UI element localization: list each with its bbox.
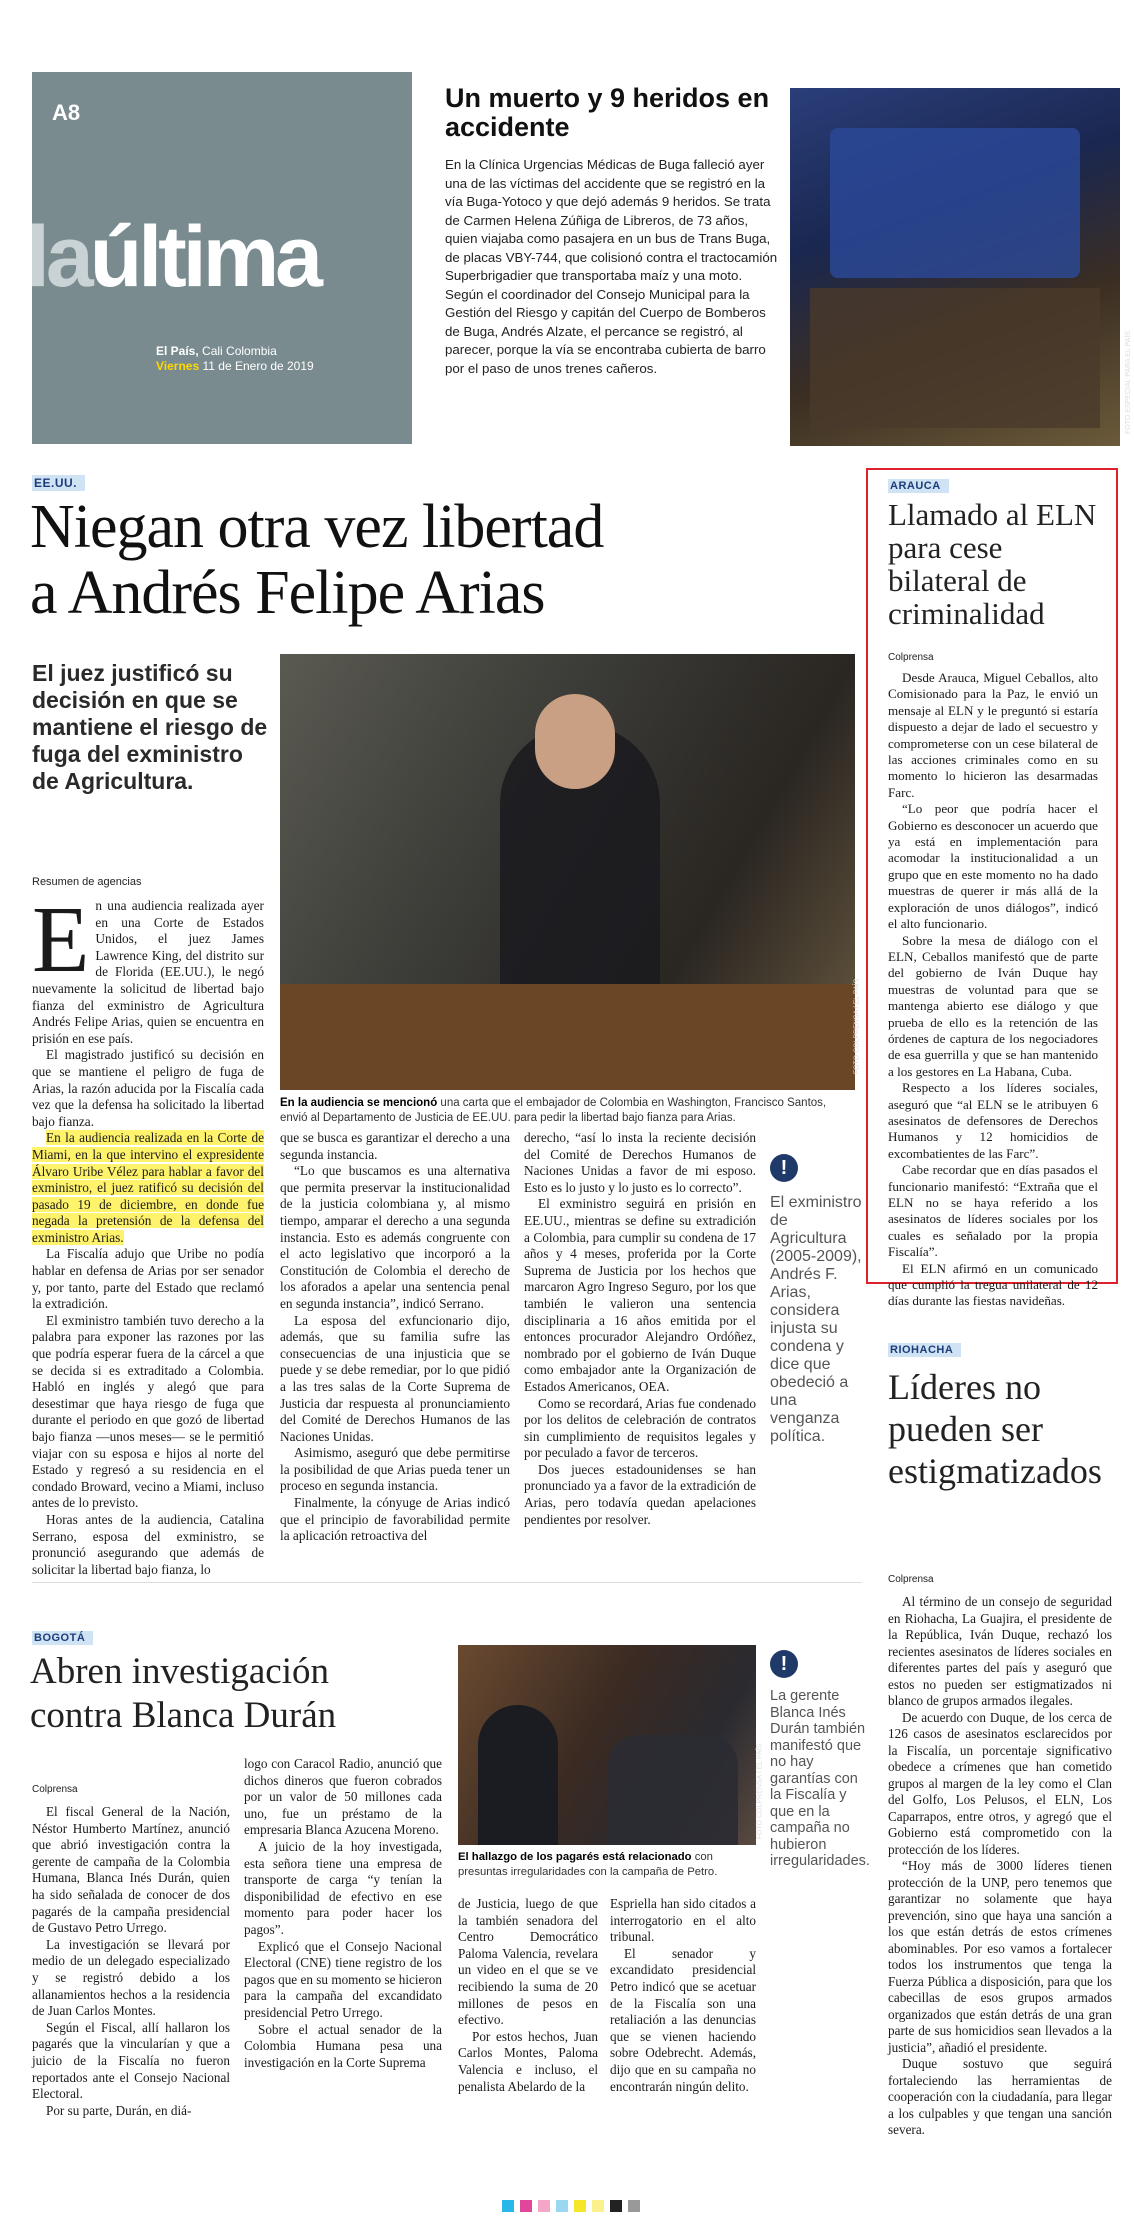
arias-headline-line1: Niegan otra vez libertad [30,493,604,561]
arias-c3p1: derecho, “así lo insta la reciente decisión del Comité de Derechos Humanos de Naciones Unidas a favor de mi esposo. Esto es lo justo y lo justo es lo correcto”. [524,1130,756,1195]
arias-headline [30,494,603,626]
arias-sidenote: El exministro de Agricultura (2005-2009), Andrés F. Arias, considera injusta su condena y dice que obedeció a una venganza política. [770,1194,862,1445]
lideres-tag: RIOHACHA [888,1343,961,1357]
section-header [26,72,412,444]
duran-c3p1: de Justicia, luego de que la también senadora del Centro Democrático Paloma Valencia, revelara un video en el que se ve recibiendo la suma de 20 millones de pesos en efectivo. [458,1896,598,2028]
lideres-headline: Líderes no pueden ser estigmatizados [888,1367,1102,1491]
duran-c1p1: El fiscal General de la Nación, Néstor Humberto Martínez, anunció que abrió investigación contra la gerente de campaña de la Colombia Humana, Blanca Inés Durán, quien ha sido señalada de conocer de dos pagarés de la campaña presidencial de Gustavo Petro Urrego. [32,1804,230,1936]
duran-c4p2: El senador y excandidato presidencial Petro indicó que se acetuar de la Fiscalía son una retaliación a las denuncias que se vienen haciendo sobre Odebrecht. Además, dijo que en su campaña no encontrarán ningún delito. [610,1945,756,2094]
duran-c1p2: La investigación se llevará por medio de un delegado especializado y se registró debido a los allanamientos hechos a la residencia de Juan Carlos Montes. [32,1936,230,2019]
arias-p2: El magistrado justificó su decisión en que se mantiene el peligro de fuga de Arias, la razón aducida por la Fiscalía cada vez que la defensa ha solicitado la libertad bajo fianza. [32,1047,264,1129]
duran-alert-icon: ! [770,1650,798,1678]
section-name [26,209,319,305]
speaker-silhouette [478,1705,558,1845]
arias-c2p2: “Lo que buscamos es una alternativa que permita preservar la institucionalidad de la justicia colombiana y, al mismo tiempo, amparar el derecho a una segunda instancia. Esto es además congruente con el acto legislativo que incorporó a la Constitución de Colombia el derecho de los aforados a apelar una sentencia penal en segunda instancia”, indicó Serrano. [280,1163,510,1311]
arias-tag-wrap [32,474,85,492]
arias-p1: n una audiencia realizada ayer en una Corte de Estados Unidos, el juez James Lawrence King, del distrito sur de Florida (EE.UU.), le negó nuevamente la solicitud de libertad bajo fianza del exministro de Agricultura Andrés Felipe Arias, quien se encuentra en prisión en ese país. [32,898,264,1046]
duran-caption-text: con presuntas irregularidades con la campaña de Petro. [458,1851,718,1878]
eln-p2: “Lo peor que podría hacer el Gobierno es desconocer un acuerdo que ya está en implementación para acomodar la institucionalidad a un grupo que en este momento no ha dado muestras de querer ir más allá de la exploración de unos diálogos”, indicó el alto funcionario. [888,801,1098,932]
color-registration-bar [502,2200,640,2214]
duran-caption-lead: El hallazgo de los pagarés está relacionado [458,1851,692,1863]
duran-c2p2: A juicio de la hoy investigada, esta señora tiene una empresa de transporte de carga “y tenían la disponibilidad de efectivo en ese momento para poder hacer los pagos”. [244,1838,442,1937]
arias-c2p4: Asimismo, aseguró que debe permitirse la posibilidad de que Arias pueda tener un proceso en segunda instancia. [280,1445,510,1494]
arias-col3 [524,1130,756,1528]
duran-headline [30,1650,336,1738]
duran-caption [458,1850,756,1879]
duran-c1p3: Según el Fiscal, allí hallaron los pagarés que la vincularían y que a juicio de la Fiscalía no fueron reportados ante el Consejo Nacional Electoral. [32,2019,230,2102]
eln-tag: ARAUCA [888,479,949,493]
arias-caption-text: una carta que el embajador de Colombia en Washington, Francisco Santos, envió al Departamento de Justicia de EE.UU. para pedir la libertad bajo fianza para Arias. [280,1097,827,1124]
lideres-p1: Al término de un consejo de seguridad en Riohacha, La Guajira, el presidente de la República, Iván Duque, rechazó los recientes asesinatos de líderes sociales en diferentes partes del país y aseguró que estos no pueden ser estigmatizados ni blanco de grupos armados ilegales. [888,1594,1112,1708]
section-name-main: última [89,209,319,305]
eln-p6: El ELN afirmó en un comunicado que cumplió la tregua unilateral de 12 días durante las fiestas navideñas. [888,1260,1098,1309]
duran-byline: Colprensa [32,1784,78,1795]
arias-c2p5: Finalmente, la cónyuge de Arias indicó que el principio de favorabilidad permite la aplicación retroactiva del [280,1495,510,1544]
duran-sidenote: La gerente Blanca Inés Durán también manifestó que no hay garantías con la Fiscalía y que en la campaña no hubieron irregularidades. [770,1688,870,1869]
weekday: Viernes [156,359,200,373]
arias-c3p2: El exministro seguirá en prisión en EE.UU., mientras se define su extradición a Colombia, para cumplir su condena de 17 años y 4 meses, proferida por la Corte Suprema de Justicia por los hechos que marcaron Agro Ingreso Seguro, por los que también le valieron una sentencia disciplinaria a 16 años emitida por el entonces procurador Alejandro Ordóñez, nombrado por el gobierno de Iván Duque como embajador ante la Organización de Estados Americanos, OEA. [524,1196,756,1394]
arias-alert-icon: ! [770,1154,798,1182]
duran-headline-line2: contra Blanca Durán [30,1695,337,1736]
arias-col1 [32,888,264,1578]
arias-c2p3: La esposa del exfuncionario dijo, además, que su familia sufre las consecuencias de una injusticia que se puede y se debe remediar, por lo que pidió a las tres salas de la Corte Suprema de Justicia dar respuesta al pronunciamiento del Comité de Derechos Humanos de las Naciones Unidas. [280,1312,510,1444]
eln-byline: Colprensa [888,652,934,663]
arias-p3-highlight: En la audiencia realizada en la Corte de Miami, en la que intervino el expresidente Álvaro Uribe Vélez para hablar a favor del exministro, el juez ratificó su decisión del pasado 19 de diciembre, en donde fue negada la pretensión de la defensa del exministro Arias. [32,1130,264,1245]
lideres-tag-wrap [888,1340,961,1358]
duran-c2p4: Sobre el actual senador de la Colombia Humana pesa una investigación en la Corte Suprema [244,2021,442,2070]
eln-headline: Llamado al ELN para cese bilateral de criminalidad [888,497,1097,631]
reg-light-magenta [538,2200,550,2212]
duran-c3p2: Por estos hechos, Juan Carlos Montes, Paloma Valencia e incluso, el penalista Abelardo de la [458,2028,598,2094]
accident-photo-credit: FOTO ESPECIAL PARA EL PAÍS [1125,331,1133,434]
eln-tag-wrap [888,476,949,494]
duran-photo-credit: FOTO COLPRENSA / EL PAÍS [756,1743,764,1840]
arias-photo [280,654,861,1090]
duran-c2p1: logo con Caracol Radio, anunció que dichos dineros que fueron cobrados por un valor de 50 millones cada uno, fue un préstamo de la empresaria Blanca Azucena Moreno. [244,1756,442,1838]
arias-c2p1: que se busca es garantizar el derecho a una segunda instancia. [280,1130,510,1162]
section-divider [32,1582,862,1583]
eln-p1: Desde Arauca, Miguel Ceballos, alto Comisionado para la Paz, le envió un mensaje al ELN y le preguntó si estaría dispuesto a dejar de lado el secuestro y comprometerse con un cese bilateral de las acciones criminales como en su momento lo hicieron las desarmadas Farc. [888,670,1098,800]
arias-col2 [280,1130,510,1545]
reg-magenta [520,2200,532,2212]
reg-light-cyan [556,2200,568,2212]
city: Cali Colombia [202,344,277,358]
lideres-p3: “Hoy más de 3000 líderes tienen protección de la UNP, pero tenemos que garantizar no solamente que haya prevención, sino que haya una sanción a los que están detrás de estos crímenes abominables. Por eso vamos a fortalecer todos los instrumentos que tenga la Fuerza Pública a disposición, para que los cabecillas de esos grupos armados organizados que están detrás de una gran parte de sus homicidios sean llevados a la justicia”, añadió el presidente. [888,1858,1112,2055]
eln-body [888,670,1098,1310]
lideres-body [888,1594,1112,2139]
accident-photo [790,88,1133,446]
arias-photo-credit: FOTO COLPRENSA / EL PAÍS [853,978,861,1075]
arias-caption-lead: En la audiencia se mencionó [280,1097,438,1109]
section-name-pre: la [26,209,90,305]
accident-body: En la Clínica Urgencias Médicas de Buga falleció ayer una de las víctimas del accidente que se registró en la vía Buga-Yotoco y que dejó además 9 heridos. Se trata de Carmen Helena Zúñiga de Libreros, de 73 años, quien viajaba como pasajera en un bus de Trans Buga, de placas VBY-744, que colisionó contra el tractocamión Superbrigadier que transportaba maíz y una moto. Según el coordinador del Consejo Municipal para la Gestión del Riesgo y capitán del Cuerpo de Bomberos de Buga, Andrés Alzate, el percance se registró, al parecer, porque la vía se encontraba cubierta de barro por el paso de unos trenes cañeros. [445,157,778,376]
reg-cyan [502,2200,514,2212]
arias-p5: El exministro también tuvo derecho a la palabra para exponer las razones por las que podría esperar fuera de la cárcel a que se decida si es extraditado a Colombia. Habló en inglés y alegó que para desestimar que haya riesgo de fuga que durante el periodo en que gozó de libertad bajo fianza —unos meses— se le permitió viajar con su esposa e hijos al norte del Estado y regresó a su residencia en el condado Broward, vecino a Miami, incluso antes de lo previsto. [32,1312,264,1511]
dateline [156,344,314,374]
duran-c1p4: Por su parte, Durán, en diá- [46,2102,192,2118]
truck-shape [830,128,1080,278]
drop-cap: E [32,888,90,992]
audience-silhouette [608,1735,738,1845]
arias-c3p3: Como se recordará, Arias fue condenado por los delitos de celebración de contratos sin cumplimiento de requisitos legales y por peculado a favor de terceros. [524,1395,756,1461]
eln-frame [866,468,1118,1309]
page-number: A8 [52,100,81,125]
podium [280,984,855,1090]
duran-photo [458,1645,764,1845]
reg-black [610,2200,622,2212]
duran-col1 [32,1804,230,2119]
duran-tag-wrap [32,1628,93,1646]
paper-name: El País, [156,344,199,358]
eln-p3: Sobre la mesa de diálogo con el ELN, Ceballos manifestó que de parte del gobierno de Iván Duque hay muestras de voluntad para que se mantenga abierto ese diálogo y que prueba de ello es la retención de las órdenes de captura de los negociadores de esa guerrilla y que se han mantenido a los gestores en La Habana, Cuba. [888,932,1098,1079]
duran-tag: BOGOTÁ [32,1631,93,1645]
arias-c3p4: Dos jueces estadounidenses se han pronunciado ya a favor de la extradición de Arias, pero todavía quedan apelaciones pendientes por resolver. [524,1461,756,1527]
duran-headline-line1: Abren investigación [30,1651,329,1692]
arias-subtitle: El juez justificó su decisión en que se mantiene el riesgo de fuga del exministro de Agricultura. [32,660,268,794]
reg-gray [628,2200,640,2212]
reg-yellow [574,2200,586,2212]
arias-byline: Resumen de agencias [32,876,142,888]
duran-col4 [610,1896,756,2095]
lideres-p4: Duque sostuvo que seguirá fortaleciendo las herramientas de cooperación con la ciudadanía, para llegar a los culpables y que tengan una sanción severa. [888,2056,1112,2137]
arias-caption [280,1096,855,1126]
arias-p6: Horas antes de la audiencia, Catalina Serrano, esposa del exministro, se pronunció asegurando que además de solicitar la libertad bajo fianza, lo [32,1511,264,1577]
debris-shape [810,288,1100,428]
accident-title: Un muerto y 9 heridos en accidente [445,83,770,142]
person-head [535,694,615,789]
arias-p4: La Fiscalía adujo que Uribe no podía hablar en defensa de Arias por ser senador y, por tanto, parte del Estado que reclamó la extradición. [32,1246,264,1312]
lideres-p2: De acuerdo con Duque, de los cerca de 126 casos de asesinatos esclarecidos por la Fiscalía, un porcentaje significativo obedece a crímenes que han cometido grupos al margen de la ley como el Clan del Golfo, Los Pelusos, el ELN, Los Caparrapos, entre otros, y agregó que el Gobierno está comprometido con la protección de los líderes. [888,1709,1112,1857]
duran-col3 [458,1896,598,2095]
eln-p5: Cabe recordar que en días pasados el funcionario manifestó: “Extraña que el ELN no se haya referido a los asesinatos de líderes sociales por los cuales es señalado por la propia Fiscalía”. [888,1162,1098,1260]
arias-p3 [32,1130,264,1246]
date: 11 de Enero de 2019 [202,359,314,373]
duran-c4p1: Espriella han sido citados a interrogatorio en el alto tribunal. [610,1896,756,1945]
arias-headline-line2: a Andrés Felipe Arias [30,559,545,627]
eln-p4: Respecto a los líderes sociales, aseguró que “al ELN se le atribuyen 6 asesinatos de defensores de Derechos Humanos y 12 homicidios de excombatientes de las Farc”. [888,1080,1098,1161]
duran-col2 [244,1756,442,2071]
duran-c2p3: Explicó que el Consejo Nacional Electoral (CNE) tiene registro de los pagos que en su momento se hicieron para la campaña del excandidato presidencial Petro Urrego. [244,1938,442,2020]
lideres-byline: Colprensa [888,1574,934,1585]
arias-tag: EE.UU. [32,475,85,491]
reg-light-yellow [592,2200,604,2212]
